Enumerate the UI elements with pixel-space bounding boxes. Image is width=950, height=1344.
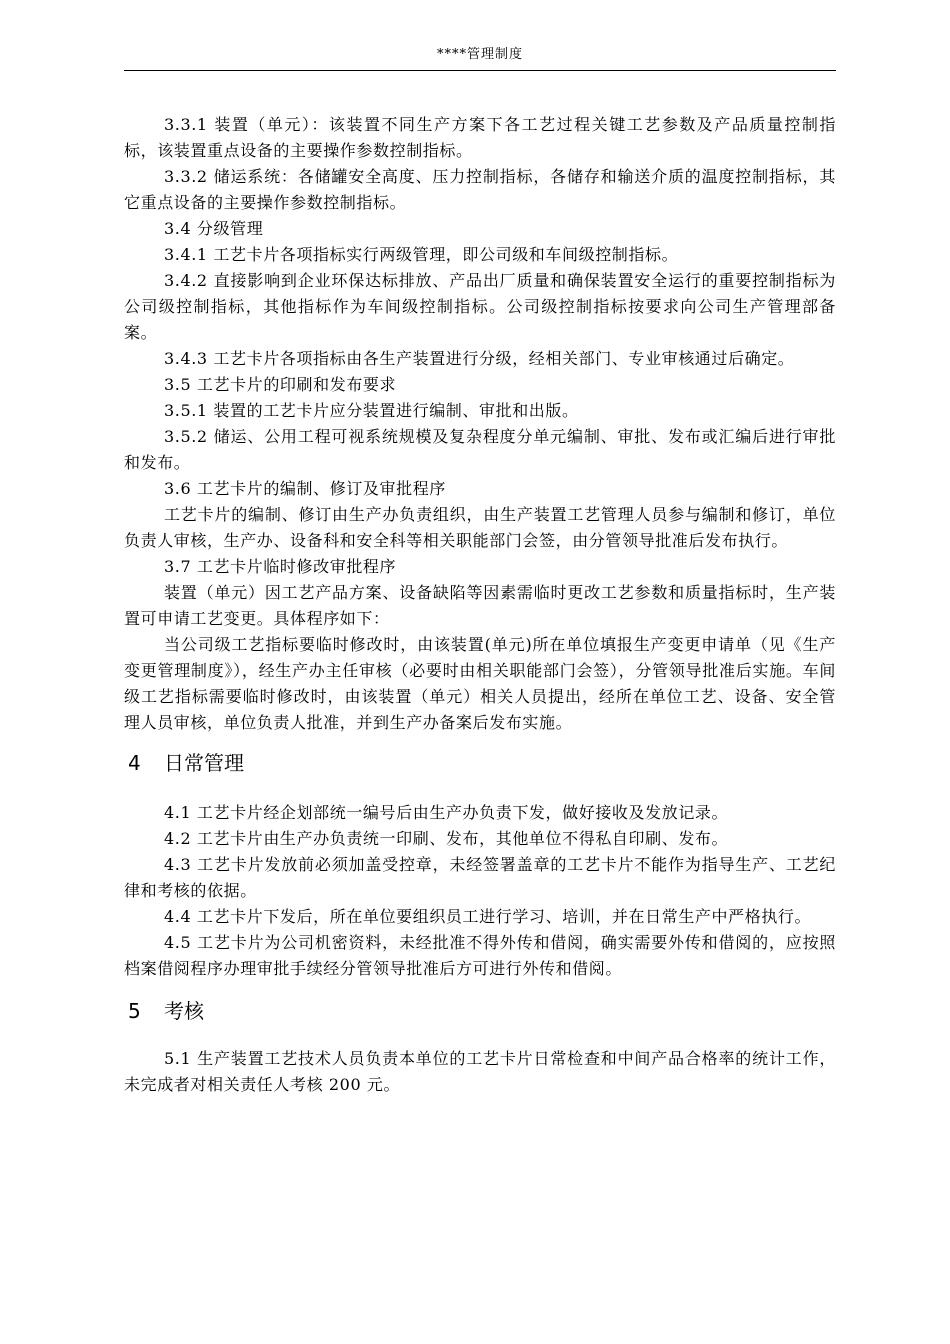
heading-3-5: 3.5 工艺卡片的印刷和发布要求	[164, 375, 397, 394]
heading-3-7: 3.7 工艺卡片临时修改审批程序	[164, 557, 397, 576]
paragraph-4-2: 4.2 工艺卡片由生产办负责统一印刷、发布，其他单位不得私自印刷、发布。	[164, 829, 729, 848]
header-title: ****管理制度	[436, 47, 523, 62]
paragraph-4-1: 4.1 工艺卡片经企划部统一编号后由生产办负责下发，做好接收及发放记录。	[164, 803, 729, 822]
paragraph-4-5: 4.5 工艺卡片为公司机密资料，未经批准不得外传和借阅，确实需要外传和借阅的，应按照档案借阅程序办理审批手续经分管领导批准后方可进行外传和借阅。	[124, 933, 836, 978]
section-4-number: 4	[128, 751, 141, 775]
paragraph-3-7-procedure: 当公司级工艺指标要临时修改时，由该装置(单元)所在单位填报生产变更申请单（见《生产变更管理制度》），经生产办主任审核（必要时由相关职能部门会签），分管领导批准后实施。车间级工艺指标需要临时修改时，由该装置（单元）相关人员提出，经所在单位工艺、设备、安全管理人员审核，单位负责人批准，并到生产办备案后发布实施。	[124, 635, 836, 732]
paragraph-3-3-2: 3.3.2 储运系统：各储罐安全高度、压力控制指标，各储存和输送介质的温度控制指标，其它重点设备的主要操作参数控制指标。	[124, 167, 836, 212]
section-5-title: 考核	[164, 999, 204, 1023]
paragraph-3-7-body: 装置（单元）因工艺产品方案、设备缺陷等因素需临时更改工艺参数和质量指标时，生产装置可申请工艺变更。具体程序如下：	[124, 583, 836, 628]
paragraph-3-5-2: 3.5.2 储运、公用工程可视系统规模及复杂程度分单元编制、审批、发布或汇编后进行审批和发布。	[124, 427, 836, 472]
section-5-number: 5	[128, 999, 141, 1023]
paragraph-3-6-body: 工艺卡片的编制、修订由生产办负责组织，由生产装置工艺管理人员参与编制和修订，单位负责人审核，生产办、设备科和安全科等相关职能部门会签，由分管领导批准后发布执行。	[124, 505, 836, 550]
paragraph-3-3-1: 3.3.1 装置（单元）：该装置不同生产方案下各工艺过程关键工艺参数及产品质量控制指标，该装置重点设备的主要操作参数控制指标。	[124, 115, 836, 160]
paragraph-5-1: 5.1 生产装置工艺技术人员负责本单位的工艺卡片日常检查和中间产品合格率的统计工作，未完成者对相关责任人考核 200 元。	[124, 1049, 836, 1094]
paragraph-3-4-1: 3.4.1 工艺卡片各项指标实行两级管理，即公司级和车间级控制指标。	[164, 245, 679, 264]
section-4-title: 日常管理	[164, 751, 244, 775]
paragraph-3-4-2: 3.4.2 直接影响到企业环保达标排放、产品出厂质量和确保装置安全运行的重要控制指标为公司级控制指标，其他指标作为车间级控制指标。公司级控制指标按要求向公司生产管理部备案。	[124, 271, 836, 342]
section-5-heading	[124, 998, 836, 1024]
paragraph-3-5-1: 3.5.1 装置的工艺卡片应分装置进行编制、审批和出版。	[164, 401, 579, 420]
heading-3-6: 3.6 工艺卡片的编制、修订及审批程序	[164, 479, 446, 498]
paragraph-4-3: 4.3 工艺卡片发放前必须加盖受控章，未经签署盖章的工艺卡片不能作为指导生产、工艺纪律和考核的依据。	[124, 855, 836, 900]
paragraph-4-4: 4.4 工艺卡片下发后，所在单位要组织员工进行学习、培训，并在日常生产中严格执行。	[164, 907, 812, 926]
paragraph-3-4-3: 3.4.3 工艺卡片各项指标由各生产装置进行分级，经相关部门、专业审核通过后确定。	[164, 349, 795, 368]
heading-3-4: 3.4 分级管理	[164, 219, 264, 238]
section-4-heading	[124, 750, 836, 776]
document-body	[124, 112, 836, 1098]
page-header	[124, 44, 836, 71]
